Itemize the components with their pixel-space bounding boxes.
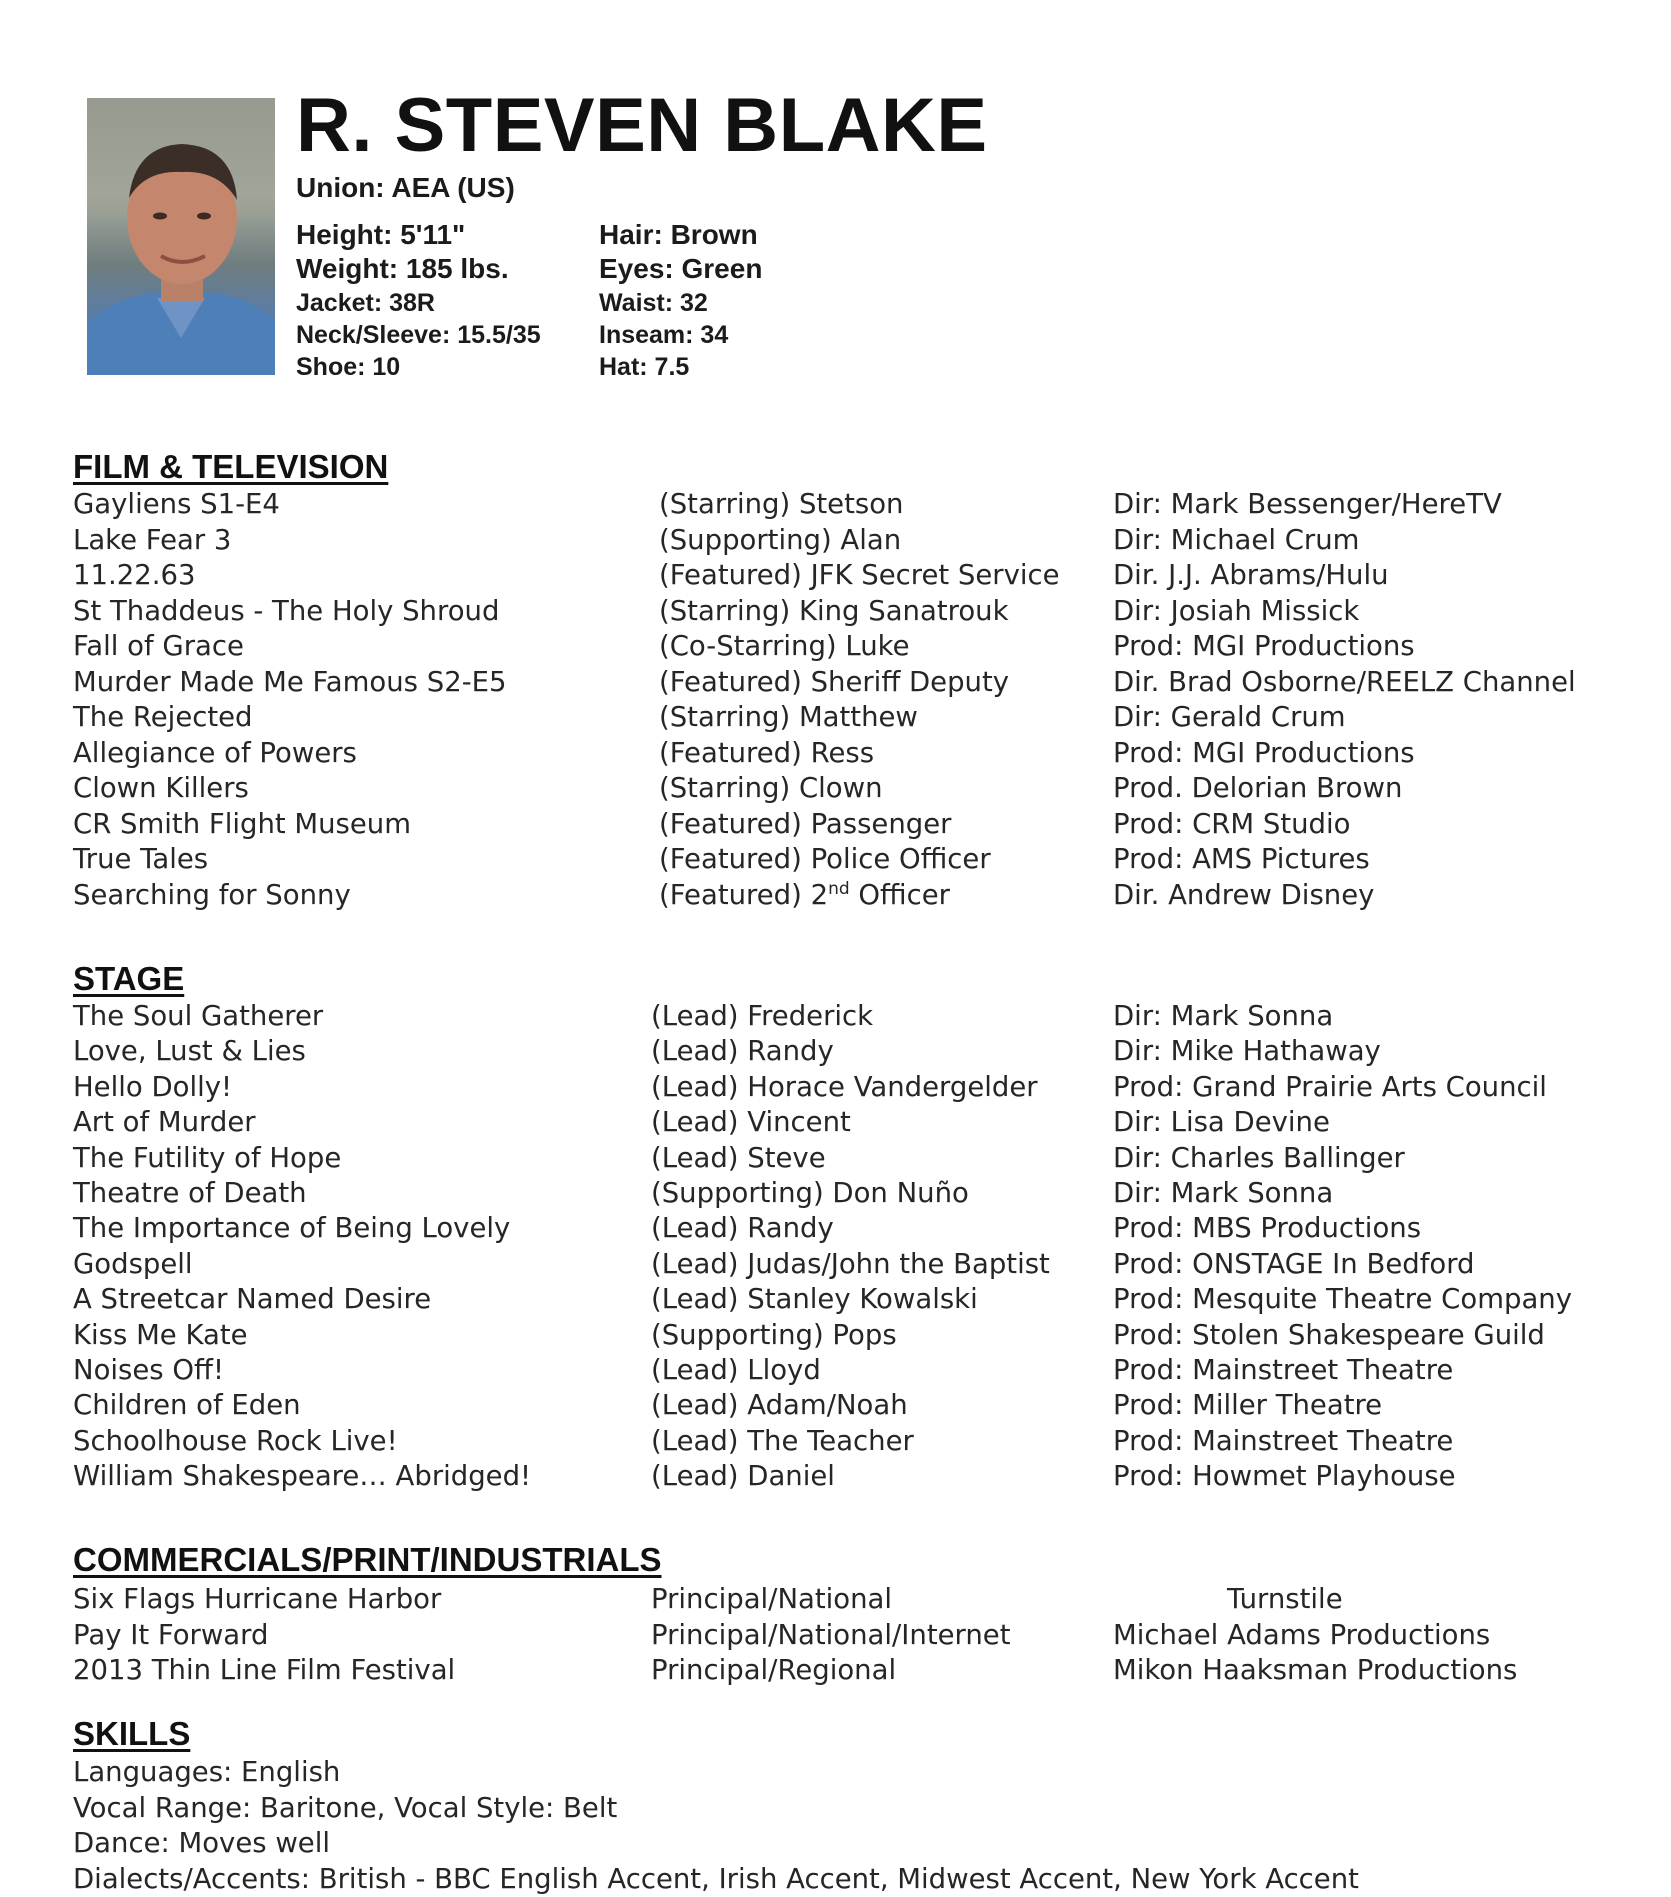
credit-role: (Supporting) Don Nuño xyxy=(651,1177,969,1209)
credit-title: Theatre of Death xyxy=(73,1177,307,1209)
credit-row xyxy=(0,1034,1671,1069)
credit-title: Clown Killers xyxy=(73,772,249,804)
credit-director: Prod: ONSTAGE In Bedford xyxy=(1113,1247,1475,1280)
credit-title: Fall of Grace xyxy=(73,630,244,662)
credit-title: Children of Eden xyxy=(73,1389,301,1422)
credit-row xyxy=(0,1459,1671,1494)
credit-row xyxy=(0,807,1671,842)
credit-director: Dir: Mark Bessenger/HereTV xyxy=(1113,488,1502,520)
credit-row xyxy=(0,665,1671,700)
credit-director: Prod: AMS Pictures xyxy=(1113,843,1370,875)
credit-row xyxy=(0,1353,1671,1388)
skill-line xyxy=(0,1826,1671,1861)
credit-row xyxy=(0,1105,1671,1140)
credit-title: True Tales xyxy=(73,843,209,875)
credit-title: CR Smith Flight Museum xyxy=(73,807,412,840)
stat-eyes: Eyes: Green xyxy=(599,253,763,284)
credit-role: (Lead) Randy xyxy=(651,1035,834,1068)
credit-director: Prod: Mainstreet Theatre xyxy=(1113,1354,1454,1386)
stat-weight: Weight: 185 lbs. xyxy=(296,253,509,284)
credit-title: Pay It Forward xyxy=(73,1618,269,1651)
stat-inseam: Inseam: 34 xyxy=(599,321,729,349)
credit-row xyxy=(0,1388,1671,1423)
credit-row xyxy=(0,1618,1671,1653)
credit-role: (Starring) Clown xyxy=(659,772,883,804)
credit-director: Prod: MBS Productions xyxy=(1113,1212,1422,1245)
credit-row xyxy=(0,771,1671,806)
credit-director: Dir. Andrew Disney xyxy=(1113,878,1375,911)
credit-title: William Shakespeare… Abridged! xyxy=(73,1460,532,1493)
credit-role-suffix: Officer xyxy=(849,878,950,911)
film-tv-heading: FILM & TELEVISION xyxy=(73,448,389,485)
credit-role: (Featured) Police Officer xyxy=(659,843,991,875)
credit-director: Prod: Howmet Playhouse xyxy=(1113,1460,1456,1493)
credit-title: 11.22.63 xyxy=(73,559,196,591)
credit-director: Dir: Josiah Missick xyxy=(1113,594,1360,627)
credit-role: (Featured) Passenger xyxy=(659,807,952,840)
credit-director: Dir. J.J. Abrams/Hulu xyxy=(1113,559,1389,591)
credit-row xyxy=(0,594,1671,629)
credit-title: St Thaddeus - The Holy Shroud xyxy=(73,594,500,627)
credit-director: Dir: Mike Hathaway xyxy=(1113,1035,1381,1068)
credit-role: Principal/National/Internet xyxy=(651,1618,1011,1651)
credit-company: Michael Adams Productions xyxy=(1113,1618,1491,1651)
credit-row xyxy=(0,629,1671,664)
credit-director: Prod: Stolen Shakespeare Guild xyxy=(1113,1318,1545,1351)
stat-neck-sleeve: Neck/Sleeve: 15.5/35 xyxy=(296,321,541,349)
credit-row xyxy=(0,487,1671,522)
credit-director: Prod: Grand Prairie Arts Council xyxy=(1113,1070,1547,1103)
credit-title: The Soul Gatherer xyxy=(73,1000,324,1032)
credit-company: Turnstile xyxy=(1227,1583,1343,1615)
credit-role: (Starring) Matthew xyxy=(659,701,918,733)
credit-director: Dir: Mark Sonna xyxy=(1113,1000,1334,1032)
stat-waist: Waist: 32 xyxy=(599,289,708,317)
credit-role: (Lead) Stanley Kowalski xyxy=(651,1283,978,1316)
credit-role: (Lead) Judas/John the Baptist xyxy=(651,1247,1050,1280)
credit-role: (Starring) Stetson xyxy=(659,488,904,520)
credit-title: 2013 Thin Line Film Festival xyxy=(73,1654,456,1686)
credit-role: (Co-Starring) Luke xyxy=(659,630,910,662)
credit-row xyxy=(0,700,1671,735)
credit-title: Lake Fear 3 xyxy=(73,523,232,556)
credit-row xyxy=(0,1424,1671,1459)
credit-row xyxy=(0,1653,1671,1688)
credit-row xyxy=(0,1318,1671,1353)
credit-director: Dir. Brad Osborne/REELZ Channel xyxy=(1113,665,1576,698)
credit-row xyxy=(0,842,1671,877)
credit-role: (Featured) Sheriff Deputy xyxy=(659,665,1010,698)
credit-row xyxy=(0,1176,1671,1211)
stat-hat: Hat: 7.5 xyxy=(599,353,690,381)
skill-line xyxy=(0,1755,1671,1790)
credit-director: Dir: Lisa Devine xyxy=(1113,1106,1330,1139)
credit-row xyxy=(0,1282,1671,1317)
credit-row xyxy=(0,1070,1671,1105)
skill-languages: Languages: English xyxy=(73,1756,341,1788)
stat-height: Height: 5'11" xyxy=(296,219,466,250)
credit-role: (Featured) JFK Secret Service xyxy=(659,559,1060,591)
credit-director: Prod: Miller Theatre xyxy=(1113,1389,1383,1422)
credit-title: Schoolhouse Rock Live! xyxy=(73,1424,398,1457)
credit-director: Prod: Mainstreet Theatre xyxy=(1113,1424,1454,1457)
credit-title: Love, Lust & Lies xyxy=(73,1035,306,1068)
credit-title: Searching for Sonny xyxy=(73,878,351,911)
stat-shoe: Shoe: 10 xyxy=(296,353,401,381)
stat-jacket: Jacket: 38R xyxy=(296,289,435,317)
headshot-photo xyxy=(87,98,275,375)
credit-director: Prod. Delorian Brown xyxy=(1113,772,1403,804)
skill-line xyxy=(0,1791,1671,1826)
credit-title: A Streetcar Named Desire xyxy=(73,1283,432,1316)
credit-role: (Supporting) Alan xyxy=(659,523,902,556)
credit-director: Dir: Charles Ballinger xyxy=(1113,1141,1405,1174)
credit-row xyxy=(0,999,1671,1034)
credit-role-prefix: (Featured) 2 xyxy=(659,878,829,911)
credit-director: Dir: Gerald Crum xyxy=(1113,701,1346,733)
credit-row xyxy=(0,878,1671,913)
credit-title: Murder Made Me Famous S2-E5 xyxy=(73,665,507,698)
credit-role: (Lead) Steve xyxy=(651,1141,826,1174)
credit-row xyxy=(0,558,1671,593)
credit-role: (Lead) Frederick xyxy=(651,1000,874,1032)
credit-row xyxy=(0,736,1671,771)
stage-heading: STAGE xyxy=(73,960,185,997)
credit-director: Dir: Michael Crum xyxy=(1113,523,1360,556)
credit-role: (Lead) Lloyd xyxy=(651,1354,821,1386)
credit-director: Dir: Mark Sonna xyxy=(1113,1177,1334,1209)
credit-title: The Importance of Being Lovely xyxy=(73,1212,511,1245)
credit-row xyxy=(0,1141,1671,1176)
credit-director: Prod: Mesquite Theatre Company xyxy=(1113,1283,1573,1316)
credit-row xyxy=(0,523,1671,558)
credit-title: Gayliens S1-E4 xyxy=(73,488,280,520)
credit-role: (Lead) Horace Vandergelder xyxy=(651,1070,1038,1103)
actor-name: R. STEVEN BLAKE xyxy=(296,83,988,168)
credit-director: Prod: MGI Productions xyxy=(1113,736,1415,769)
skill-dialects: Dialects/Accents: British - BBC English Accent, Irish Accent, Midwest Accent, New York Accent xyxy=(73,1862,1359,1895)
credit-role: (Starring) King Sanatrouk xyxy=(659,594,1009,627)
skill-dance: Dance: Moves well xyxy=(73,1827,331,1859)
credit-role: (Lead) Vincent xyxy=(651,1106,851,1139)
credit-role xyxy=(659,878,950,913)
credit-title: The Futility of Hope xyxy=(73,1141,342,1174)
credit-row xyxy=(0,1582,1671,1617)
credit-title: Hello Dolly! xyxy=(73,1070,233,1103)
credit-title: Allegiance of Powers xyxy=(73,736,357,769)
credit-company: Mikon Haaksman Productions xyxy=(1113,1654,1518,1686)
credit-title: Noises Off! xyxy=(73,1354,224,1386)
stat-hair: Hair: Brown xyxy=(599,219,758,250)
ordinal-suffix: nd xyxy=(828,878,850,899)
skill-line xyxy=(0,1862,1671,1897)
credit-role: (Lead) Randy xyxy=(651,1212,834,1245)
union: Union: AEA (US) xyxy=(296,172,515,203)
credit-role: (Lead) Adam/Noah xyxy=(651,1389,908,1422)
credit-title: Six Flags Hurricane Harbor xyxy=(73,1583,442,1615)
credit-role: (Lead) Daniel xyxy=(651,1460,835,1493)
credit-role: Principal/National xyxy=(651,1583,893,1615)
credit-role: (Supporting) Pops xyxy=(651,1318,897,1351)
credit-row xyxy=(0,1247,1671,1282)
commercials-heading: COMMERCIALS/PRINT/INDUSTRIALS xyxy=(73,1541,662,1578)
credit-role: (Lead) The Teacher xyxy=(651,1424,914,1457)
credit-title: The Rejected xyxy=(73,701,253,733)
credit-title: Kiss Me Kate xyxy=(73,1318,248,1351)
skills-heading: SKILLS xyxy=(73,1715,191,1752)
credit-role: (Featured) Ress xyxy=(659,736,875,769)
credit-row xyxy=(0,1211,1671,1246)
credit-title: Art of Murder xyxy=(73,1106,256,1139)
credit-director: Prod: CRM Studio xyxy=(1113,807,1351,840)
credit-director: Prod: MGI Productions xyxy=(1113,630,1415,662)
credit-role: Principal/Regional xyxy=(651,1654,897,1686)
skill-vocal: Vocal Range: Baritone, Vocal Style: Belt xyxy=(73,1791,618,1824)
credit-title: Godspell xyxy=(73,1247,193,1280)
